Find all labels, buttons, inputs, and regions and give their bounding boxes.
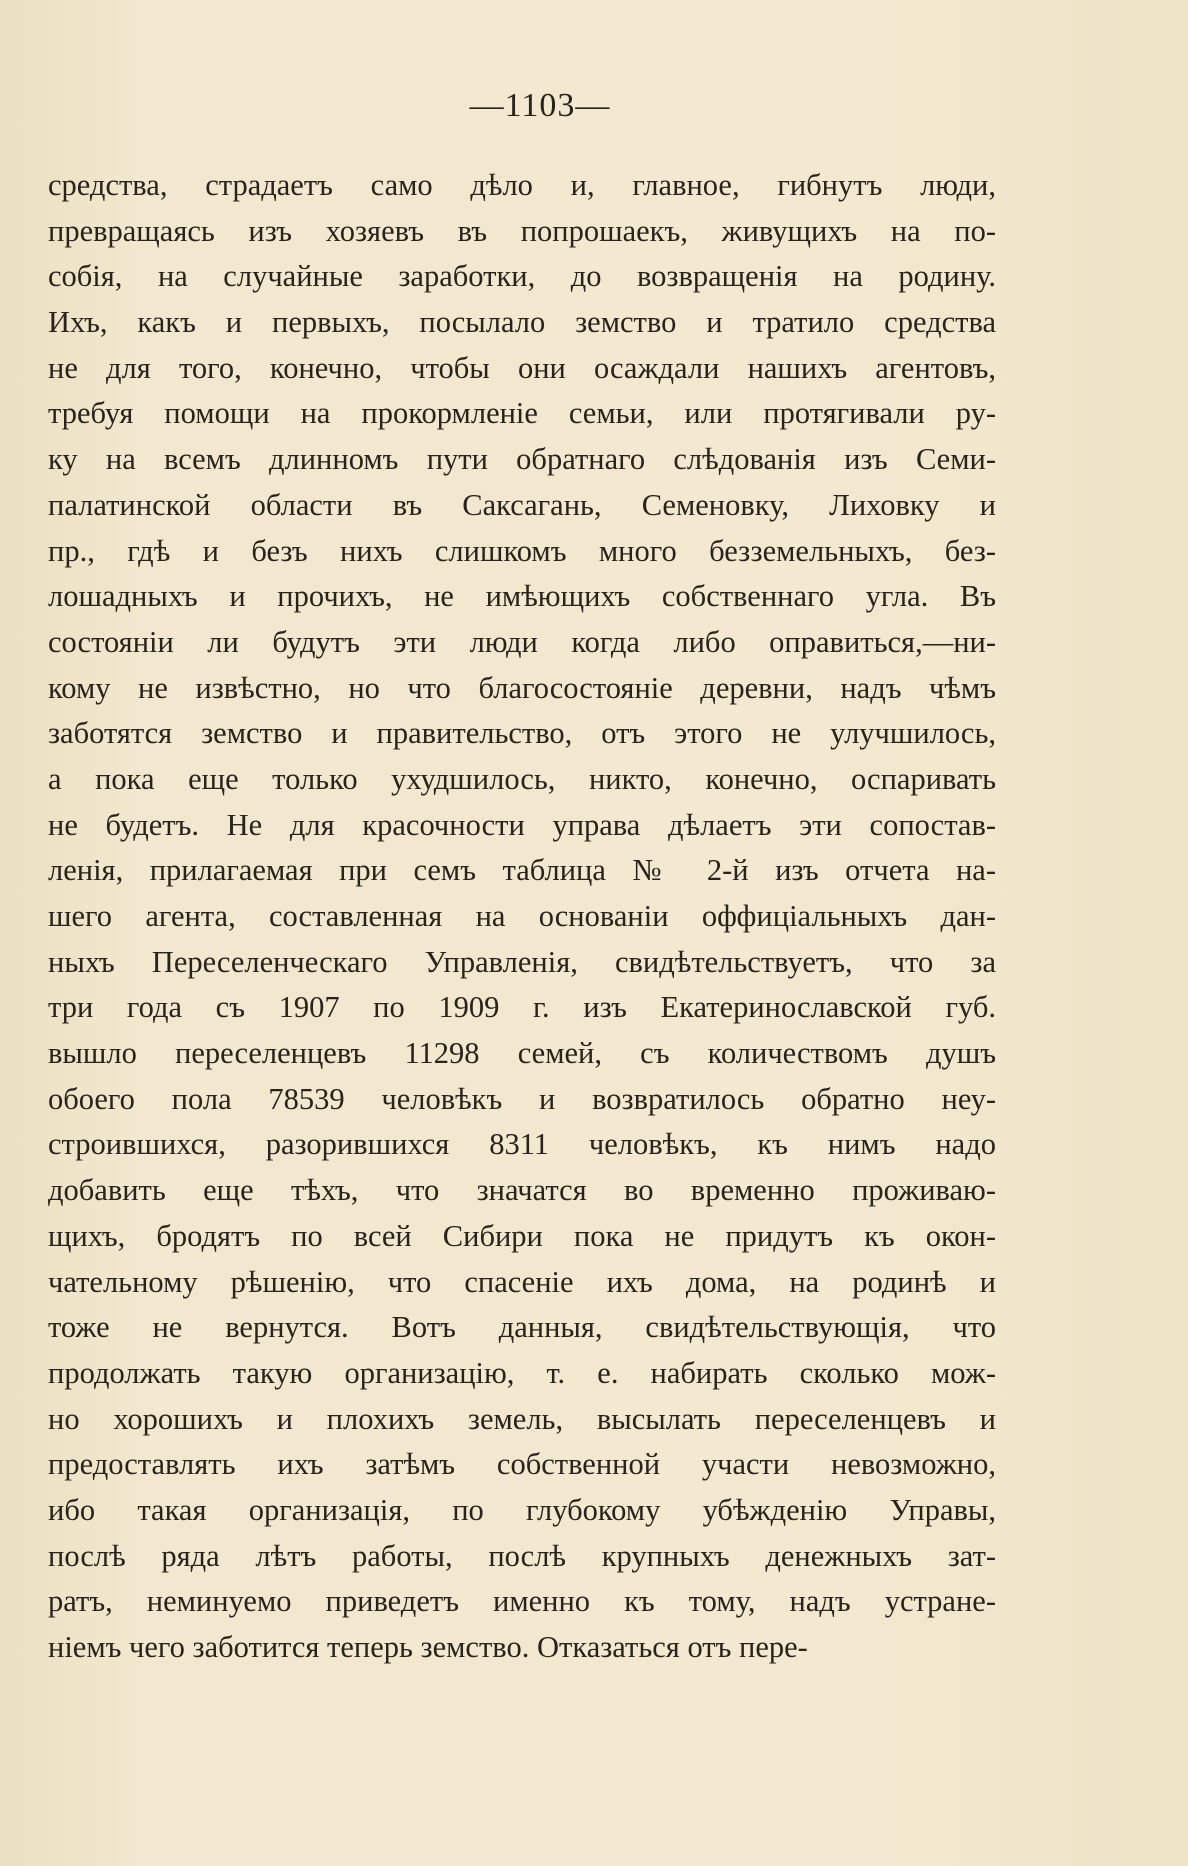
text-line: но хорошихъ и плохихъ земель, высылать переселенцевъ и — [48, 1401, 996, 1436]
text-line: щихъ, бродятъ по всей Сибири пока не придутъ къ окон- — [48, 1218, 996, 1253]
text-line: заботятся земство и правительство, отъ этого не улучшилось, — [48, 716, 996, 751]
text-line: предоставлять ихъ затѣмъ собственной участи невозможно, — [48, 1447, 996, 1482]
text-line: вышло переселенцевъ 11298 семей, съ количествомъ душъ — [48, 1036, 996, 1071]
text-line: а пока еще только ухудшилось, никто, конечно, оспаривать — [48, 761, 996, 796]
text-line: три года съ 1907 по 1909 г. изъ Екатеринославской губ. — [48, 990, 996, 1025]
text-line: требуя помощи на прокормленіе семьи, или протягивали ру- — [48, 396, 996, 431]
text-line: кому не извѣстно, но что благосостояніе деревни, надъ чѣмъ — [48, 670, 996, 705]
text-line: ибо такая организація, по глубокому убѣжденію Управы, — [48, 1492, 996, 1527]
text-line: собія, на случайные заработки, до возвращенія на родину. — [48, 259, 996, 294]
text-line: шего агента, составленная на основаніи оффиціальныхъ дан- — [48, 899, 996, 933]
text-line: состояніи ли будутъ эти люди когда либо оправиться,—ни- — [48, 624, 996, 659]
text-line: превращаясь изъ хозяевъ въ попрошаекъ, живущихъ на по- — [48, 213, 996, 248]
text-line: ныхъ Переселенческаго Управленія, свидѣтельствуетъ, что за — [48, 944, 996, 979]
text-line: средства, страдаетъ само дѣло и, главное, гибнутъ люди, — [48, 168, 996, 202]
text-line: не будетъ. Не для красочности управа дѣлаетъ эти сопостав- — [48, 807, 996, 842]
text-line: не для того, конечно, чтобы они осаждали нашихъ агентовъ, — [48, 350, 996, 385]
text-line: лошадныхъ и прочихъ, не имѣющихъ собственнаго угла. Въ — [48, 579, 996, 614]
text-line: ленія, прилагаемая при семъ таблица № 2-й изъ отчета на- — [48, 853, 996, 888]
text-line: ку на всемъ длинномъ пути обратнаго слѣдованія изъ Семи- — [48, 442, 996, 477]
text-line: пр., гдѣ и безъ нихъ слишкомъ много безземельныхъ, без- — [48, 533, 996, 568]
text-line: тоже не вернутся. Вотъ данныя, свидѣтельствующія, что — [48, 1310, 996, 1345]
text-line: ніемъ чего заботится теперь земство. Отказаться отъ пере- — [48, 1630, 808, 1664]
text-line: Ихъ, какъ и первыхъ, посылало земство и тратило средства — [48, 305, 996, 340]
text-line: продолжать такую организацію, т. е. набирать сколько мож- — [48, 1355, 996, 1390]
body-text — [48, 163, 996, 1671]
text-line: обоего пола 78539 человѣкъ и возвратилось обратно неу- — [48, 1081, 996, 1116]
text-line: добавить еще тѣхъ, что значатся во временно проживаю- — [48, 1173, 996, 1208]
text-line: палатинской области въ Саксагань, Семеновку, Лиховку и — [48, 487, 996, 522]
page-number: —1103— — [469, 87, 611, 124]
text-line: строившихся, разорившихся 8311 человѣкъ, къ нимъ надо — [48, 1127, 996, 1162]
text-line: послѣ ряда лѣтъ работы, послѣ крупныхъ денежныхъ зат- — [48, 1538, 996, 1573]
text-line: ратъ, неминуемо приведетъ именно къ тому, надъ устране- — [48, 1584, 996, 1619]
text-line: чательному рѣшенію, что спасеніе ихъ дома, на родинѣ и — [48, 1264, 996, 1299]
